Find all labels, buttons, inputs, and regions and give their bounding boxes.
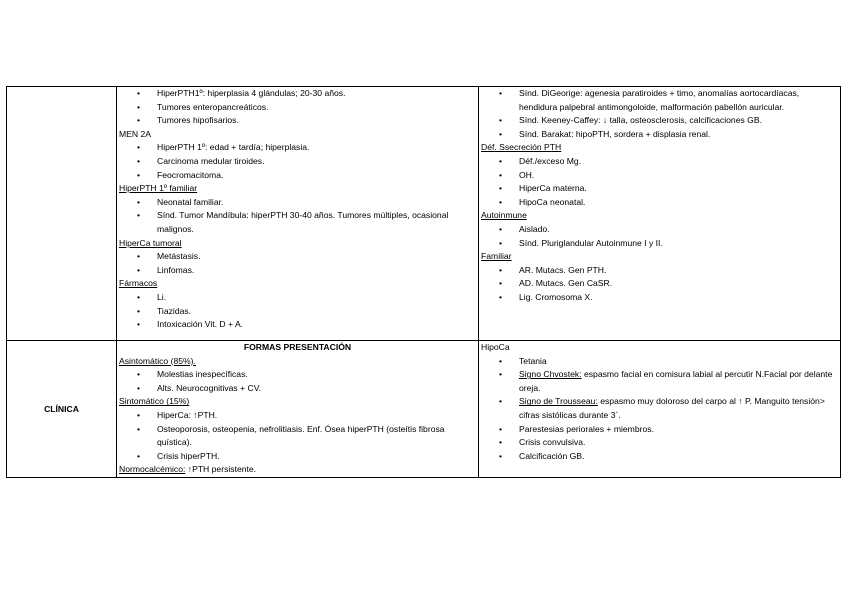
section-heading: HiperCa tumoral bbox=[119, 237, 182, 248]
list-item: • OH. bbox=[481, 169, 838, 183]
list-item: • Metástasis. bbox=[119, 250, 476, 264]
row-label-cell-empty bbox=[7, 87, 117, 341]
section-heading: Normocalcémico: bbox=[119, 464, 186, 475]
sign-description: espasmo muy doloroso del carpo al ↑ P. Manguito tensión> cifras sistólicas durante 3´. bbox=[519, 396, 825, 420]
section-text: ↑PTH persistente. bbox=[185, 464, 257, 475]
bullet-list bbox=[119, 250, 476, 277]
bullet-list bbox=[481, 355, 838, 464]
bullet-list bbox=[119, 368, 476, 395]
sign-name: Signo Chvostek: bbox=[519, 369, 582, 380]
list-item: • Neonatal familiar. bbox=[119, 196, 476, 210]
hipopth-causes-cell bbox=[479, 87, 841, 341]
table-row-etiology bbox=[7, 87, 841, 341]
section-title: FORMAS PRESENTACIÓN bbox=[243, 342, 352, 352]
section-heading: Sintomático (15%) bbox=[119, 396, 190, 407]
bullet-list bbox=[119, 409, 476, 463]
bullet-list bbox=[481, 264, 838, 305]
section-line bbox=[119, 463, 476, 477]
list-item: • Sínd. Keeney-Caffey: ↓ talla, osteosclerosis, calcificaciones GB. bbox=[481, 114, 838, 128]
list-item: • Tiazidas. bbox=[119, 305, 476, 319]
section-heading: Autoinmune bbox=[481, 210, 527, 221]
table-row-clinica bbox=[7, 341, 841, 478]
bullet-list bbox=[481, 87, 838, 141]
hiperpth-clinica-cell bbox=[117, 341, 479, 478]
list-item: • Calcificación GB. bbox=[481, 450, 838, 464]
list-item: • Lig. Cromosoma X. bbox=[481, 291, 838, 305]
section-heading: Fármacos bbox=[119, 278, 158, 289]
section-label: HipoCa bbox=[481, 342, 510, 352]
list-item: • Linfomas. bbox=[119, 264, 476, 278]
sign-name: Signo de Trousseau: bbox=[519, 396, 598, 407]
list-item: • Crisis convulsiva. bbox=[481, 436, 838, 450]
list-item: • Tumores hipofisarios. bbox=[119, 114, 476, 128]
row-label-clinica: CLÍNICA bbox=[7, 341, 117, 478]
list-item: • HipoCa neonatal. bbox=[481, 196, 838, 210]
list-item: • Alts. Neurocognitivas + CV. bbox=[119, 382, 476, 396]
section-heading: Déf. Ssecreción PTH bbox=[481, 142, 562, 153]
bullet-list bbox=[119, 141, 476, 182]
list-item: • Intoxicación Vit. D + A. bbox=[119, 318, 476, 332]
list-item: • Feocromacitoma. bbox=[119, 169, 476, 183]
list-item: • Sínd. DiGeorige: agenesia paratiroides + timo, anomalías aortocardíacas, hendidura palpebral antimongoloide, malformación pabellón auricular. bbox=[481, 87, 838, 114]
section-heading: HiperPTH 1º familiar bbox=[119, 183, 198, 194]
hipoca-clinica-cell bbox=[479, 341, 841, 478]
list-item: • AD. Mutacs. Gen CaSR. bbox=[481, 277, 838, 291]
list-item: • Déf./exceso Mg. bbox=[481, 155, 838, 169]
bullet-list bbox=[119, 87, 476, 128]
content-table bbox=[6, 86, 841, 478]
list-item bbox=[481, 368, 838, 395]
list-item: • HiperPTH 1º: edad + tardía; hiperplasia. bbox=[119, 141, 476, 155]
bullet-list bbox=[481, 223, 838, 250]
bullet-list bbox=[119, 291, 476, 332]
hiperpth-causes-cell bbox=[117, 87, 479, 341]
list-item bbox=[481, 395, 838, 422]
list-item: • Li. bbox=[119, 291, 476, 305]
list-item: • HiperCa: ↑PTH. bbox=[119, 409, 476, 423]
list-item: • Sínd. Pluriglandular Autoinmune I y II. bbox=[481, 237, 838, 251]
list-item: • HiperPTH1º: hiperplasia 4 glándulas; 20-30 años. bbox=[119, 87, 476, 101]
list-item: • Sínd. Tumor Mandíbula: hiperPTH 30-40 años. Tumores múltiples, ocasional malignos. bbox=[119, 209, 476, 236]
list-item: • Tumores enteropancreáticos. bbox=[119, 101, 476, 115]
list-item: • Tetania bbox=[481, 355, 838, 369]
list-item: • Carcinoma medular tiroides. bbox=[119, 155, 476, 169]
section-heading: Familiar bbox=[481, 251, 512, 262]
list-item: • HiperCa materna. bbox=[481, 182, 838, 196]
sign-description: espasmo facial en comisura labial al percutir N.Facial por delante oreja. bbox=[519, 369, 833, 393]
section-label: MEN 2A bbox=[119, 128, 151, 139]
list-item: • AR. Mutacs. Gen PTH. bbox=[481, 264, 838, 278]
list-item: • Osteoporosis, osteopenia, nefrolitiasis. Enf. Ósea hiperPTH (osteítis fibrosa quística). bbox=[119, 423, 476, 450]
list-item: • Parestesias periorales + miembros. bbox=[481, 423, 838, 437]
bullet-list bbox=[119, 196, 476, 237]
list-item: • Sínd. Barakat: hipoPTH, sordera + displasia renal. bbox=[481, 128, 838, 142]
section-heading: Asintomático (85%). bbox=[119, 355, 196, 366]
list-item: • Crisis hiperPTH. bbox=[119, 450, 476, 464]
list-item: • Aislado. bbox=[481, 223, 838, 237]
list-item: • Molestias inespecíficas. bbox=[119, 368, 476, 382]
bullet-list bbox=[481, 155, 838, 209]
